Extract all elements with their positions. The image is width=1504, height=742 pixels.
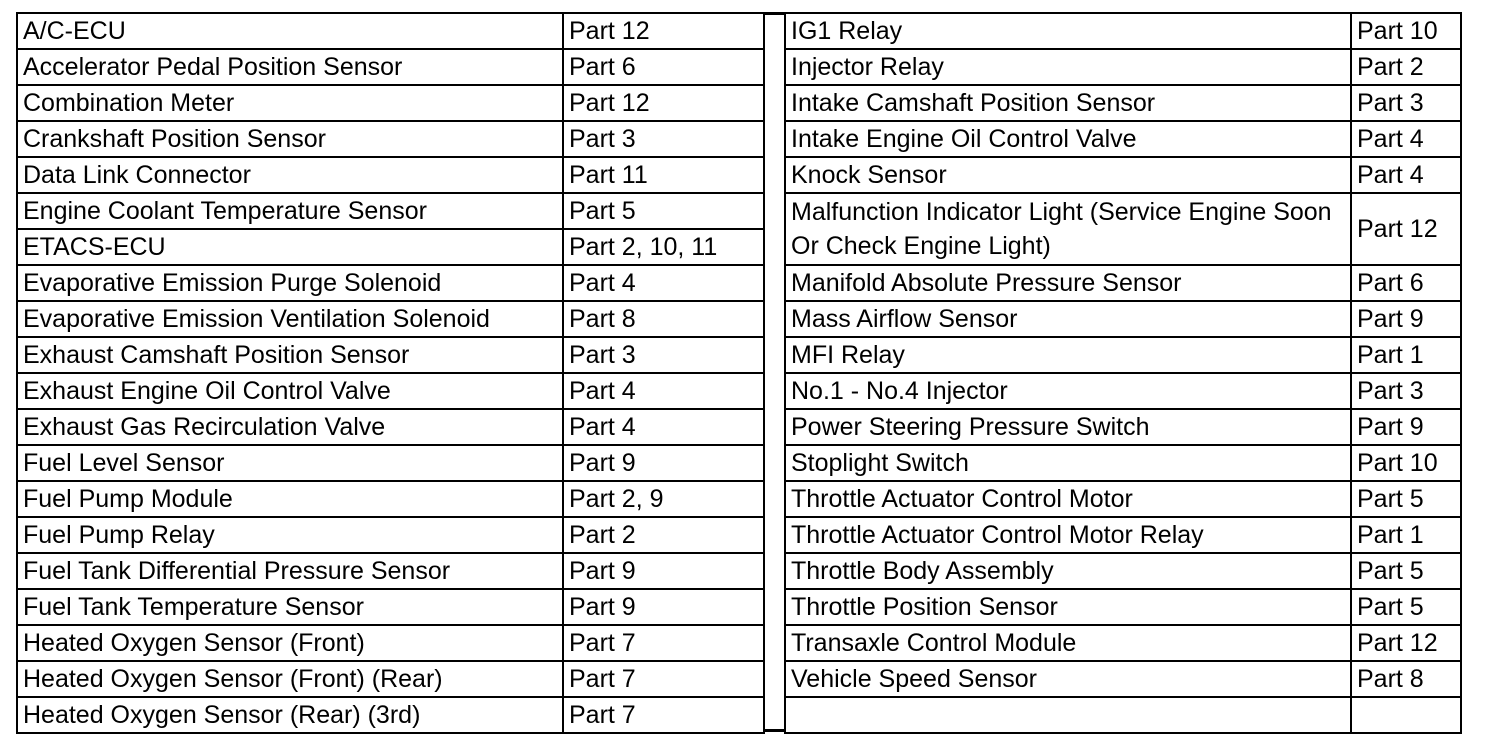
table-row [17, 301, 764, 337]
part-reference-cell: Part 1 [1351, 517, 1461, 553]
part-reference-cell: Part 12 [1351, 193, 1461, 265]
part-reference-cell: Part 2 [563, 517, 764, 553]
part-reference-cell: Part 10 [1351, 445, 1461, 481]
part-reference-cell: Part 4 [1351, 157, 1461, 193]
part-reference-cell: Part 2, 10, 11 [563, 229, 764, 265]
table-row [785, 193, 1461, 265]
component-name-cell: Data Link Connector [17, 157, 563, 193]
part-reference-cell: Part 4 [563, 265, 764, 301]
component-name-cell: Engine Coolant Temperature Sensor [17, 193, 563, 229]
part-reference-cell: Part 3 [563, 337, 764, 373]
component-name-cell: Throttle Actuator Control Motor Relay [785, 517, 1351, 553]
table-row [17, 373, 764, 409]
component-index-table-right [784, 12, 1462, 734]
component-name-cell: Evaporative Emission Purge Solenoid [17, 265, 563, 301]
table-row [785, 445, 1461, 481]
part-reference-cell: Part 6 [563, 49, 764, 85]
table-row [785, 301, 1461, 337]
table-row [17, 481, 764, 517]
component-name-cell: ETACS-ECU [17, 229, 563, 265]
table-row [17, 589, 764, 625]
part-reference-cell: Part 4 [1351, 121, 1461, 157]
table-row [17, 85, 764, 121]
component-name-cell: Malfunction Indicator Light (Service Engine Soon Or Check Engine Light) [785, 193, 1351, 265]
part-reference-cell: Part 9 [563, 553, 764, 589]
component-name-cell: Exhaust Engine Oil Control Valve [17, 373, 563, 409]
component-name-cell: MFI Relay [785, 337, 1351, 373]
table-row [17, 697, 764, 733]
table-row [17, 193, 764, 229]
part-reference-cell: Part 3 [1351, 85, 1461, 121]
table-row [17, 265, 764, 301]
component-name-cell: Fuel Pump Module [17, 481, 563, 517]
part-reference-cell: Part 8 [563, 301, 764, 337]
part-reference-cell: Part 12 [563, 13, 764, 49]
table-row [17, 157, 764, 193]
part-reference-cell: Part 5 [563, 193, 764, 229]
table-row [785, 373, 1461, 409]
component-name-cell: Knock Sensor [785, 157, 1351, 193]
part-reference-cell: Part 9 [1351, 301, 1461, 337]
table-row [785, 553, 1461, 589]
table-row [785, 625, 1461, 661]
part-reference-cell: Part 1 [1351, 337, 1461, 373]
part-reference-cell: Part 11 [563, 157, 764, 193]
part-reference-cell: Part 10 [1351, 13, 1461, 49]
component-name-cell: A/C-ECU [17, 13, 563, 49]
table-row [785, 337, 1461, 373]
left-table-body [17, 13, 764, 733]
table-row [785, 589, 1461, 625]
table-row [17, 13, 764, 49]
component-name-cell: Fuel Level Sensor [17, 445, 563, 481]
component-name-cell: IG1 Relay [785, 13, 1351, 49]
component-name-cell: Intake Camshaft Position Sensor [785, 85, 1351, 121]
table-row [17, 625, 764, 661]
table-row [17, 409, 764, 445]
component-name-cell: Heated Oxygen Sensor (Front) [17, 625, 563, 661]
table-row [785, 265, 1461, 301]
part-reference-cell: Part 3 [563, 121, 764, 157]
table-row [785, 409, 1461, 445]
table-row [785, 85, 1461, 121]
table-row [785, 481, 1461, 517]
component-name-cell: Exhaust Gas Recirculation Valve [17, 409, 563, 445]
table-row [17, 121, 764, 157]
component-name-cell: Fuel Pump Relay [17, 517, 563, 553]
part-reference-cell: Part 4 [563, 373, 764, 409]
component-name-cell: Fuel Tank Temperature Sensor [17, 589, 563, 625]
component-index-table-left [16, 12, 765, 734]
part-reference-cell: Part 6 [1351, 265, 1461, 301]
part-reference-cell: Part 2 [1351, 49, 1461, 85]
table-row [17, 445, 764, 481]
component-name-cell: Heated Oxygen Sensor (Front) (Rear) [17, 661, 563, 697]
part-reference-cell: Part 9 [563, 445, 764, 481]
table-row [17, 517, 764, 553]
table-row [785, 661, 1461, 697]
component-name-cell: No.1 - No.4 Injector [785, 373, 1351, 409]
table-row [17, 337, 764, 373]
component-name-cell: Throttle Actuator Control Motor [785, 481, 1351, 517]
component-name-cell: Stoplight Switch [785, 445, 1351, 481]
part-reference-cell: Part 5 [1351, 553, 1461, 589]
component-name-cell: Throttle Body Assembly [785, 553, 1351, 589]
table-row [785, 49, 1461, 85]
column-gap [763, 12, 784, 732]
part-reference-cell: Part 3 [1351, 373, 1461, 409]
component-name-cell: Power Steering Pressure Switch [785, 409, 1351, 445]
component-name-cell: Intake Engine Oil Control Valve [785, 121, 1351, 157]
part-reference-cell [1351, 697, 1461, 733]
component-name-cell: Transaxle Control Module [785, 625, 1351, 661]
component-name-cell: Accelerator Pedal Position Sensor [17, 49, 563, 85]
table-row [785, 157, 1461, 193]
table-row [17, 661, 764, 697]
component-name-cell: Manifold Absolute Pressure Sensor [785, 265, 1351, 301]
component-name-cell: Fuel Tank Differential Pressure Sensor [17, 553, 563, 589]
table-row [17, 553, 764, 589]
table-row [17, 229, 764, 265]
part-reference-cell: Part 8 [1351, 661, 1461, 697]
part-reference-cell: Part 5 [1351, 589, 1461, 625]
component-name-cell: Injector Relay [785, 49, 1351, 85]
table-row [785, 697, 1461, 733]
part-reference-cell: Part 2, 9 [563, 481, 764, 517]
part-reference-cell: Part 7 [563, 697, 764, 733]
component-name-cell: Heated Oxygen Sensor (Rear) (3rd) [17, 697, 563, 733]
part-reference-cell: Part 5 [1351, 481, 1461, 517]
table-row [785, 121, 1461, 157]
part-reference-cell: Part 12 [1351, 625, 1461, 661]
component-name-cell: Exhaust Camshaft Position Sensor [17, 337, 563, 373]
component-name-cell: Mass Airflow Sensor [785, 301, 1351, 337]
table-row [785, 13, 1461, 49]
component-name-cell: Evaporative Emission Ventilation Solenoid [17, 301, 563, 337]
part-reference-cell: Part 7 [563, 625, 764, 661]
table-row [17, 49, 764, 85]
part-reference-cell: Part 9 [1351, 409, 1461, 445]
part-reference-cell: Part 9 [563, 589, 764, 625]
part-reference-cell: Part 7 [563, 661, 764, 697]
component-name-cell: Combination Meter [17, 85, 563, 121]
table-row [785, 517, 1461, 553]
component-name-cell: Crankshaft Position Sensor [17, 121, 563, 157]
component-name-cell [785, 697, 1351, 733]
part-reference-cell: Part 4 [563, 409, 764, 445]
part-reference-cell: Part 12 [563, 85, 764, 121]
component-name-cell: Vehicle Speed Sensor [785, 661, 1351, 697]
component-name-cell: Throttle Position Sensor [785, 589, 1351, 625]
right-table-body [785, 13, 1461, 733]
